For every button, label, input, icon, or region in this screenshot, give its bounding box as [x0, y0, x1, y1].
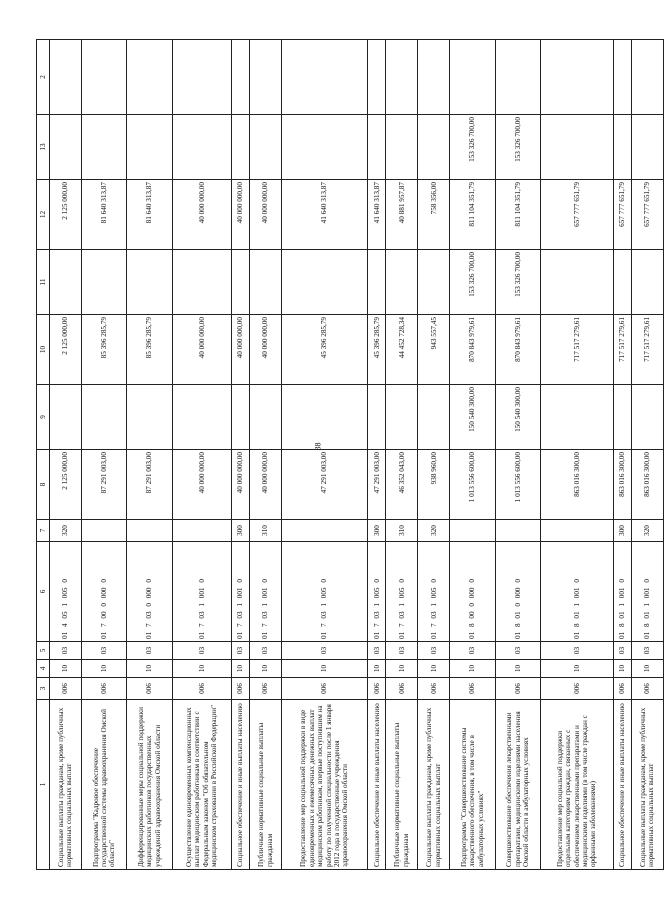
- col8-cell: 47 291 003,00: [282, 450, 368, 520]
- col-header: 9: [37, 385, 50, 450]
- col11-cell: [127, 250, 172, 315]
- col4-cell: 10: [631, 660, 663, 678]
- col10-cell: 85 396 285,79: [81, 315, 126, 385]
- col12-cell: 811 104 351,79: [450, 180, 495, 250]
- col6-cell: 01 4 05 1 005 0: [50, 542, 82, 642]
- col5-cell: 03: [541, 642, 614, 660]
- table-row: [127, 40, 172, 870]
- row-name: Социальное обеспечение и иные выплаты населению: [231, 700, 249, 870]
- col4-cell: 10: [231, 660, 249, 678]
- col11-cell: [418, 250, 450, 315]
- col10-cell: 45 396 285,79: [368, 315, 386, 385]
- col7-cell: 300: [231, 520, 249, 542]
- col-header: 7: [37, 520, 50, 542]
- col8-cell: 1 013 556 600,00: [495, 450, 540, 520]
- col5-cell: 03: [50, 642, 82, 660]
- col4-cell: 10: [127, 660, 172, 678]
- col9-cell: [631, 385, 663, 450]
- col13-cell: [282, 115, 368, 180]
- col6-cell: 01 7 03 1 005 0: [282, 542, 368, 642]
- col11-cell: [282, 250, 368, 315]
- row-name: Социальные выплаты гражданам, кроме публичных нормативных социальных выплат: [631, 700, 663, 870]
- col8-cell: 863 016 300,00: [613, 450, 631, 520]
- col5-cell: 03: [282, 642, 368, 660]
- col-header: 3: [37, 678, 50, 700]
- col3-cell: 006: [368, 678, 386, 700]
- col3-cell: 006: [172, 678, 231, 700]
- col11-cell: [50, 250, 82, 315]
- col5-cell: 03: [386, 642, 418, 660]
- col5-cell: 03: [231, 642, 249, 660]
- col13-cell: [368, 115, 386, 180]
- col6-cell: 01 7 03 0 000 0: [127, 542, 172, 642]
- col7-cell: [495, 520, 540, 542]
- col10-cell: 40 000 000,00: [172, 315, 231, 385]
- col3-cell: 006: [495, 678, 540, 700]
- col12-cell: 657 777 651,79: [631, 180, 663, 250]
- col13-cell: [81, 115, 126, 180]
- col3-cell: 006: [450, 678, 495, 700]
- col9-cell: [231, 385, 249, 450]
- col13-cell: 153 326 700,00: [495, 115, 540, 180]
- col8-cell: 47 291 003,00: [368, 450, 386, 520]
- col3-cell: 006: [418, 678, 450, 700]
- col5-cell: 03: [172, 642, 231, 660]
- col12-cell: 40 000 000,00: [172, 180, 231, 250]
- col2-cell: [541, 40, 614, 115]
- col10-cell: 717 517 279,61: [613, 315, 631, 385]
- col-header: 8: [37, 450, 50, 520]
- col9-cell: [50, 385, 82, 450]
- row-name: Социальное обеспечение и иные выплаты населению: [368, 700, 386, 870]
- col12-cell: 81 640 313,87: [127, 180, 172, 250]
- col2-cell: [231, 40, 249, 115]
- col13-cell: [231, 115, 249, 180]
- row-name: Подпрограмма "Кадровое обеспечение государственной системы здравоохранения Омской области": [81, 700, 126, 870]
- table-row: [81, 40, 126, 870]
- col-header: 1: [37, 700, 50, 870]
- col7-cell: 310: [386, 520, 418, 542]
- col7-cell: 320: [418, 520, 450, 542]
- table-row: [631, 40, 663, 870]
- col-header: 13: [37, 115, 50, 180]
- col2-cell: [368, 40, 386, 115]
- col6-cell: 01 7 00 0 000 0: [81, 542, 126, 642]
- col4-cell: 10: [541, 660, 614, 678]
- col11-cell: [541, 250, 614, 315]
- col4-cell: 10: [386, 660, 418, 678]
- col10-cell: 2 125 000,00: [50, 315, 82, 385]
- col3-cell: 006: [282, 678, 368, 700]
- col5-cell: 03: [81, 642, 126, 660]
- col3-cell: 006: [250, 678, 282, 700]
- col9-cell: 150 540 300,00: [450, 385, 495, 450]
- col3-cell: 006: [613, 678, 631, 700]
- col7-cell: [172, 520, 231, 542]
- col13-cell: [172, 115, 231, 180]
- budget-table: [36, 39, 664, 870]
- col2-cell: [418, 40, 450, 115]
- col13-cell: [541, 115, 614, 180]
- col2-cell: [81, 40, 126, 115]
- row-name: Дифференцированные меры социальной поддержки медицинских работников государственных учреждений здравоохранения Омской области: [127, 700, 172, 870]
- col7-cell: [541, 520, 614, 542]
- table-row: [541, 40, 614, 870]
- col7-cell: 320: [631, 520, 663, 542]
- col8-cell: 40 000 000,00: [250, 450, 282, 520]
- row-name: Предоставление мер социальной поддержки в виде единовременных и ежемесячных денежных выплат медицинским работникам, впервые поступившим на работу по полученной специальности после 1 января 2012 года в государственные учреждения здравоохранения Омской области: [282, 700, 368, 870]
- col3-cell: 006: [541, 678, 614, 700]
- col8-cell: 87 291 003,00: [81, 450, 126, 520]
- col6-cell: 01 7 03 1 001 0: [231, 542, 249, 642]
- col8-cell: 40 000 000,00: [172, 450, 231, 520]
- col9-cell: [250, 385, 282, 450]
- col12-cell: 41 640 313,87: [282, 180, 368, 250]
- col6-cell: 01 8 01 1 001 0: [613, 542, 631, 642]
- col9-cell: 150 540 300,00: [495, 385, 540, 450]
- col12-cell: 40 000 000,00: [250, 180, 282, 250]
- col7-cell: 310: [250, 520, 282, 542]
- col12-cell: 657 777 651,79: [613, 180, 631, 250]
- col8-cell: 938 960,00: [418, 450, 450, 520]
- rotated-page: [36, 40, 664, 870]
- col6-cell: 01 8 01 1 001 0: [631, 542, 663, 642]
- row-name: Предоставление мер социальной поддержки отдельным категориям граждан, связанных с обеспечением лекарственными препаратами и медицинскими изделиями (в том числе граждан с орфанными заболеваниями): [541, 700, 614, 870]
- col13-cell: [631, 115, 663, 180]
- col-header: 5: [37, 642, 50, 660]
- col-header: 6: [37, 542, 50, 642]
- col8-cell: 87 291 003,00: [127, 450, 172, 520]
- col11-cell: [631, 250, 663, 315]
- col2-cell: [386, 40, 418, 115]
- col10-cell: 717 517 279,61: [631, 315, 663, 385]
- table-row: [231, 40, 249, 870]
- col8-cell: 46 352 043,00: [386, 450, 418, 520]
- header-row: [37, 40, 50, 870]
- col2-cell: [50, 40, 82, 115]
- col10-cell: 44 452 728,34: [386, 315, 418, 385]
- col6-cell: 01 7 03 1 005 0: [418, 542, 450, 642]
- table-row: [172, 40, 231, 870]
- col6-cell: 01 7 03 1 001 0: [172, 542, 231, 642]
- col4-cell: 10: [250, 660, 282, 678]
- col9-cell: [172, 385, 231, 450]
- col7-cell: [450, 520, 495, 542]
- col2-cell: [127, 40, 172, 115]
- col10-cell: 717 517 279,61: [541, 315, 614, 385]
- row-name: Подпрограмма "Совершенствование системы лекарственного обеспечения, в том числе в амбулаторных условиях": [450, 700, 495, 870]
- row-name: Социальные выплаты гражданам, кроме публичных нормативных социальных выплат: [50, 700, 82, 870]
- col4-cell: 10: [368, 660, 386, 678]
- col4-cell: 10: [172, 660, 231, 678]
- col13-cell: [127, 115, 172, 180]
- col10-cell: 870 843 979,61: [450, 315, 495, 385]
- col5-cell: 03: [450, 642, 495, 660]
- col-header: 12: [37, 180, 50, 250]
- table-row: [250, 40, 282, 870]
- col7-cell: 320: [50, 520, 82, 542]
- row-name: Осуществление единовременных компенсационных выплат медицинским работникам в соответствии с Федеральным законом "Об обязательном медицинском страховании в Российской Федерации": [172, 700, 231, 870]
- col10-cell: 40 000 000,00: [250, 315, 282, 385]
- col2-cell: [495, 40, 540, 115]
- col9-cell: [368, 385, 386, 450]
- col3-cell: 006: [386, 678, 418, 700]
- row-name: Совершенствование обеспечения лекарственными препаратами, медицинскими изделиями населения Омской области в амбулаторных условиях: [495, 700, 540, 870]
- col6-cell: 01 7 03 1 001 0: [250, 542, 282, 642]
- col9-cell: [81, 385, 126, 450]
- table-row: [386, 40, 418, 870]
- table-row: [495, 40, 540, 870]
- col3-cell: 006: [231, 678, 249, 700]
- col8-cell: 863 016 300,00: [541, 450, 614, 520]
- col9-cell: [613, 385, 631, 450]
- col10-cell: 943 557,45: [418, 315, 450, 385]
- col12-cell: 811 104 351,79: [495, 180, 540, 250]
- col12-cell: 2 125 000,00: [50, 180, 82, 250]
- col4-cell: 10: [495, 660, 540, 678]
- col5-cell: 03: [613, 642, 631, 660]
- col2-cell: [250, 40, 282, 115]
- col6-cell: 01 8 01 1 001 0: [541, 542, 614, 642]
- col4-cell: 10: [613, 660, 631, 678]
- table-row: [368, 40, 386, 870]
- col10-cell: 45 396 285,79: [282, 315, 368, 385]
- col6-cell: 01 7 03 1 005 0: [368, 542, 386, 642]
- col7-cell: [127, 520, 172, 542]
- col7-cell: [81, 520, 126, 542]
- col12-cell: 41 640 313,87: [368, 180, 386, 250]
- col12-cell: 758 356,00: [418, 180, 450, 250]
- col13-cell: [613, 115, 631, 180]
- col8-cell: 40 000 000,00: [231, 450, 249, 520]
- col4-cell: 10: [282, 660, 368, 678]
- col9-cell: [541, 385, 614, 450]
- col3-cell: 006: [127, 678, 172, 700]
- table-row: [450, 40, 495, 870]
- col13-cell: [250, 115, 282, 180]
- col-header: 2: [37, 40, 50, 115]
- col9-cell: [386, 385, 418, 450]
- col2-cell: [613, 40, 631, 115]
- col12-cell: 81 640 313,87: [81, 180, 126, 250]
- col4-cell: 10: [450, 660, 495, 678]
- table-row: [418, 40, 450, 870]
- row-name: Публичные нормативные социальные выплаты гражданам: [386, 700, 418, 870]
- col5-cell: 03: [631, 642, 663, 660]
- col13-cell: [50, 115, 82, 180]
- col13-cell: [386, 115, 418, 180]
- page-number: 38: [313, 442, 323, 451]
- col4-cell: 10: [418, 660, 450, 678]
- col6-cell: 01 8 00 0 000 0: [450, 542, 495, 642]
- col11-cell: [81, 250, 126, 315]
- col10-cell: 40 000 000,00: [231, 315, 249, 385]
- col7-cell: [282, 520, 368, 542]
- col5-cell: 03: [495, 642, 540, 660]
- col-header: 11: [37, 250, 50, 315]
- col9-cell: [418, 385, 450, 450]
- col7-cell: 300: [613, 520, 631, 542]
- col9-cell: [282, 385, 368, 450]
- col10-cell: 870 843 979,61: [495, 315, 540, 385]
- col4-cell: 10: [50, 660, 82, 678]
- col4-cell: 10: [81, 660, 126, 678]
- row-name: Социальное обеспечение и иные выплаты населению: [613, 700, 631, 870]
- col11-cell: [368, 250, 386, 315]
- col12-cell: 657 777 651,79: [541, 180, 614, 250]
- col8-cell: 1 013 556 600,00: [450, 450, 495, 520]
- table-row: [50, 40, 82, 870]
- col2-cell: [450, 40, 495, 115]
- col11-cell: 153 326 700,00: [495, 250, 540, 315]
- col8-cell: 2 125 000,00: [50, 450, 82, 520]
- col12-cell: 40 000 000,00: [231, 180, 249, 250]
- col2-cell: [631, 40, 663, 115]
- col12-cell: 40 881 957,87: [386, 180, 418, 250]
- col6-cell: 01 7 03 1 005 0: [386, 542, 418, 642]
- col5-cell: 03: [368, 642, 386, 660]
- col-header: 4: [37, 660, 50, 678]
- col3-cell: 006: [81, 678, 126, 700]
- col10-cell: 85 396 285,79: [127, 315, 172, 385]
- col2-cell: [282, 40, 368, 115]
- row-name: Социальные выплаты гражданам, кроме публичных нормативных социальных выплат: [418, 700, 450, 870]
- col2-cell: [172, 40, 231, 115]
- col11-cell: 153 326 700,00: [450, 250, 495, 315]
- col13-cell: 153 326 700,00: [450, 115, 495, 180]
- col11-cell: [613, 250, 631, 315]
- col9-cell: [127, 385, 172, 450]
- col5-cell: 03: [418, 642, 450, 660]
- table-row: [613, 40, 631, 870]
- col5-cell: 03: [127, 642, 172, 660]
- col6-cell: 01 8 01 0 000 0: [495, 542, 540, 642]
- col8-cell: 863 016 300,00: [631, 450, 663, 520]
- col3-cell: 006: [631, 678, 663, 700]
- col-header: 10: [37, 315, 50, 385]
- col11-cell: [231, 250, 249, 315]
- col13-cell: [418, 115, 450, 180]
- col3-cell: 006: [50, 678, 82, 700]
- row-name: Публичные нормативные социальные выплаты гражданам: [250, 700, 282, 870]
- col5-cell: 03: [250, 642, 282, 660]
- col11-cell: [250, 250, 282, 315]
- col7-cell: 300: [368, 520, 386, 542]
- table-row: [282, 40, 368, 870]
- col11-cell: [386, 250, 418, 315]
- col11-cell: [172, 250, 231, 315]
